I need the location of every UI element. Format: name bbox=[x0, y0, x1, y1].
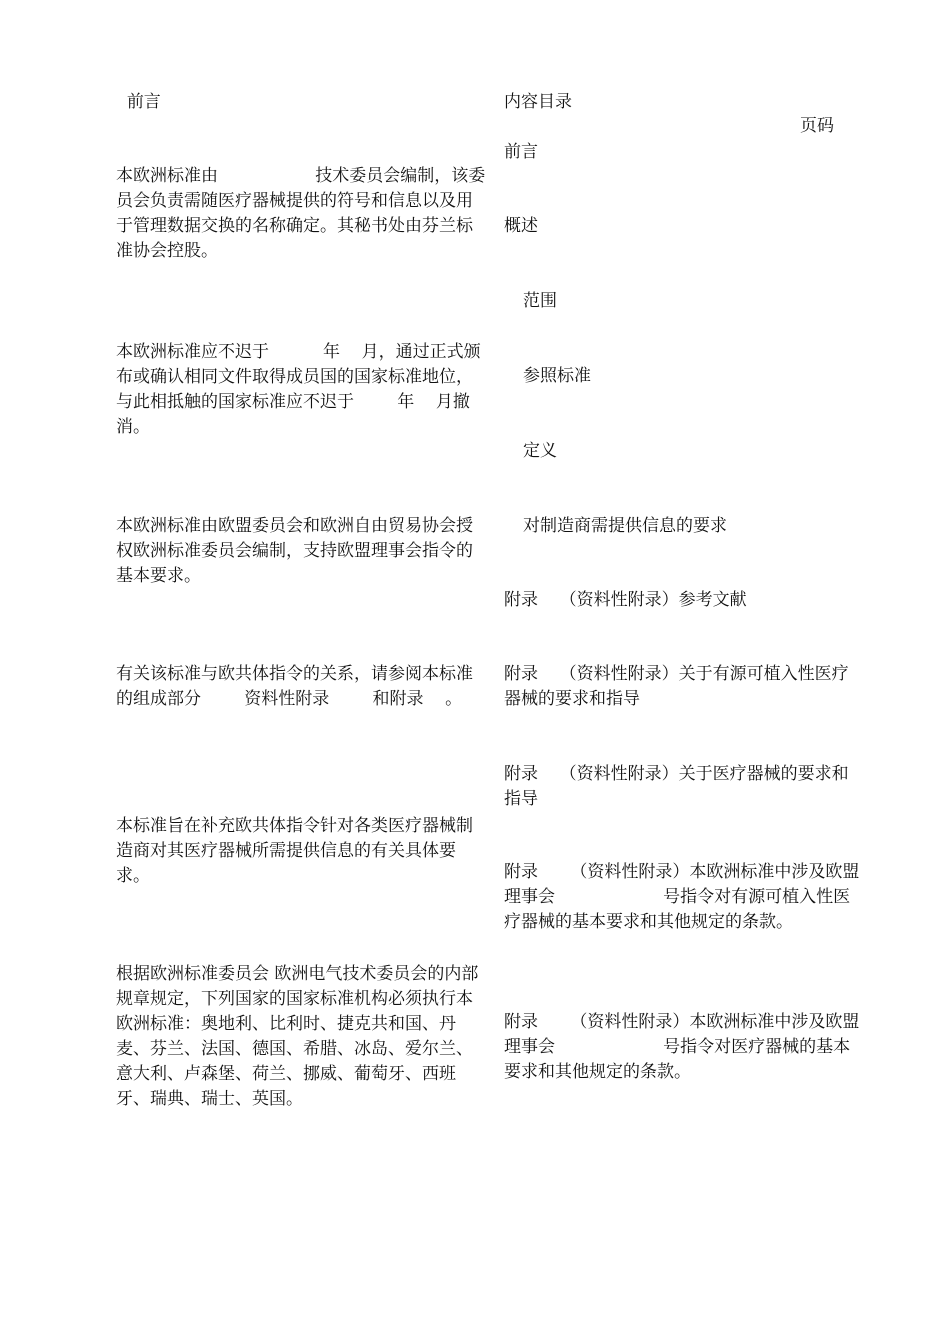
page-number-label: 页码 bbox=[800, 116, 834, 136]
foreword-heading: 前言 bbox=[116, 92, 161, 112]
foreword-paragraph-purpose: 本标准旨在补充欧共体指令针对各类医疗器械制造商对其医疗器械所需提供信息的有关具体要求。 bbox=[116, 816, 473, 886]
toc-item-annex-zb[interactable]: 附录 （资料性附录）本欧洲标准中涉及欧盟理事会 号指令对医疗器械的基本要求和其他规定的条款。 bbox=[504, 1012, 860, 1082]
foreword-paragraph-directives: 有关该标准与欧共体指令的关系，请参阅本标准的组成部分 资料性附录 和附录 。 bbox=[116, 664, 473, 709]
toc-item-annex-medical-devices[interactable]: 附录 （资料性附录）关于医疗器械的要求和指导 bbox=[504, 764, 849, 809]
toc-item-requirements[interactable]: 对制造商需提供信息的要求 bbox=[523, 516, 727, 536]
foreword-paragraph-dates: 本欧洲标准应不迟于 年 月，通过正式颁布或确认相同文件取得成员国的国家标准地位，与此相抵触的国家标准应不迟于 年 月撤消。 bbox=[116, 342, 481, 437]
toc-item-overview[interactable]: 概述 bbox=[504, 216, 538, 236]
foreword-paragraph-mandate: 本欧洲标准由欧盟委员会和欧洲自由贸易协会授权欧洲标准委员会编制，支持欧盟理事会指令的基本要求。 bbox=[116, 516, 473, 586]
foreword-paragraph-committee: 本欧洲标准由 技术委员会编制，该委员会负责需随医疗器械提供的符号和信息以及用于管理数据交换的名称确定。其秘书处由芬兰标准协会控股。 bbox=[116, 166, 486, 261]
toc-item-definitions[interactable]: 定义 bbox=[523, 441, 557, 461]
toc-item-annex-bibliography[interactable]: 附录 （资料性附录）参考文献 bbox=[504, 590, 747, 610]
toc-item-references[interactable]: 参照标准 bbox=[523, 366, 591, 386]
foreword-paragraph-countries: 根据欧洲标准委员会 欧洲电气技术委员会的内部规章规定，下列国家的国家标准机构必须执行本欧洲标准：奥地利、比利时、捷克共和国、丹麦、芬兰、法国、德国、希腊、冰岛、爱尔兰、意大利、卢森堡、荷兰、挪威、葡萄牙、西班牙、瑞典、瑞士、英国。 bbox=[116, 964, 479, 1109]
toc-item-foreword[interactable]: 前言 bbox=[504, 142, 538, 162]
toc-item-annex-za[interactable]: 附录 （资料性附录）本欧洲标准中涉及欧盟理事会 号指令对有源可植入性医疗器械的基本要求和其他规定的条款。 bbox=[504, 862, 860, 932]
toc-item-annex-active-implantable[interactable]: 附录 （资料性附录）关于有源可植入性医疗器械的要求和指导 bbox=[504, 664, 849, 709]
toc-item-scope[interactable]: 范围 bbox=[523, 291, 557, 311]
toc-heading: 内容目录 bbox=[504, 92, 572, 112]
